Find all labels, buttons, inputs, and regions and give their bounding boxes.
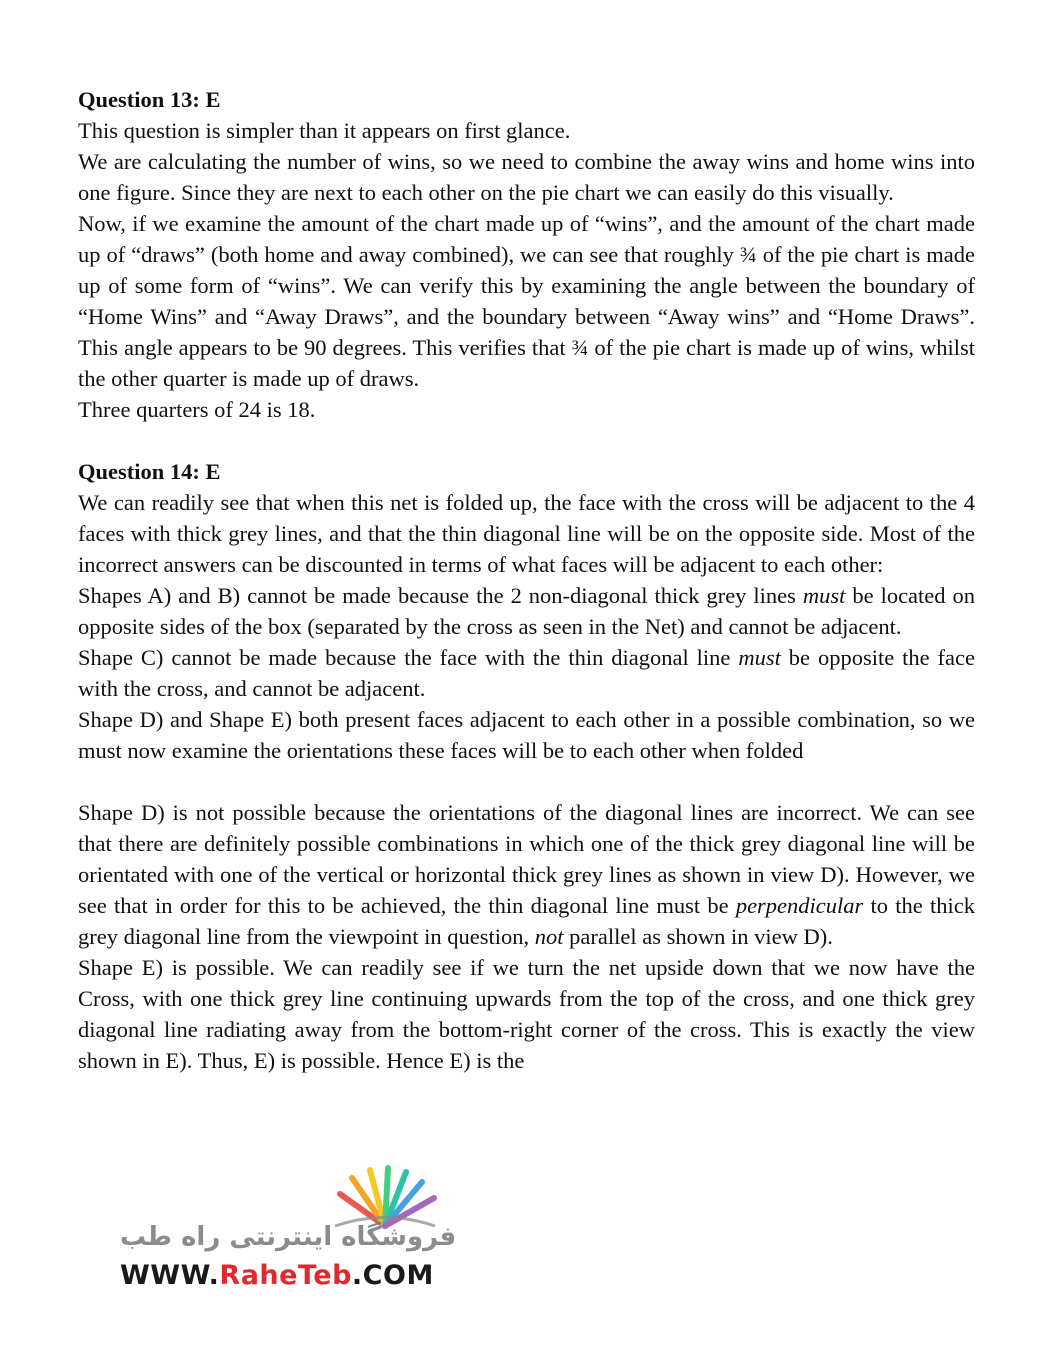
q13-paragraph: Now, if we examine the amount of the chart made up of “wins”, and the amount of the chart made up of “draws” (both home and away combined), we can see that roughly ¾ of the pie chart is made up of some form of “wins”. We can verify this by examining the angle between the boundary of “Home Wins” and “Away Draws”, and the boundary between “Away wins” and “Home Draws”. This angle appears to be 90 degrees. This verifies that ¾ of the pie chart is made up of wins, whilst the other quarter is made up of draws.	[78, 211, 975, 391]
emphasis-must: must	[802, 583, 846, 608]
document-page	[78, 84, 975, 1076]
q14-paragraph-1: We can readily see that when this net is folded up, the face with the cross will be adjacent to the 4 faces with thick grey lines, and that the thin diagonal line will be on the opposite side. Most of the incorrect answers can be discounted in terms of what faces will be adjacent to each other:	[78, 490, 975, 577]
watermark-logo	[110, 1160, 470, 1310]
watermark-persian-text: فروشگاه اینترنتی راه طب	[120, 1222, 457, 1252]
emphasis-perpendicular: perpendicular	[735, 893, 864, 918]
q14-paragraph-5: Shape D) is not possible because the orientations of the diagonal lines are incorrect. We can see that there are definitely possible combinations in which one of the thick grey diagonal line will be orientated with one of the vertical or horizontal thick grey lines as shown in view D). However, we see that in order for this to be achieved, the thin diagonal line must be perpendicular to the thick grey diagonal line from the viewpoint in question, not parallel as shown in view D).	[78, 800, 975, 949]
watermark-url: WWW.RaheTeb.COM	[120, 1260, 434, 1291]
q14-paragraph-6: Shape E) is possible. We can readily see if we turn the net upside down that we now have the Cross, with one thick grey line continuing upwards from the top of the cross, and one thick grey diagonal line radiating away from the bottom-right corner of the cross. This is exactly the view shown in E). Thus, E) is possible. Hence E) is the	[78, 955, 975, 1073]
q13-paragraph: This question is simpler than it appears on first glance.	[78, 118, 571, 143]
question-14-heading: Question 14: E	[78, 459, 221, 484]
emphasis-must: must	[738, 645, 781, 670]
q14-paragraph-2: Shapes A) and B) cannot be made because the 2 non-diagonal thick grey lines must be located on opposite sides of the box (separated by the cross as seen in the Net) and cannot be adjacent.	[78, 583, 975, 639]
q14-paragraph-4: Shape D) and Shape E) both present faces adjacent to each other in a possible combination, so we must now examine the orientations these faces will be to each other when folded	[78, 707, 975, 763]
question-13-heading: Question 13: E	[78, 87, 221, 112]
q14-paragraph-3: Shape C) cannot be made because the face with the thin diagonal line must be opposite the face with the cross, and cannot be adjacent.	[78, 645, 975, 701]
q13-paragraph: We are calculating the number of wins, so we need to combine the away wins and home wins into one figure. Since they are next to each other on the pie chart we can easily do this visually.	[78, 149, 975, 205]
q13-paragraph: Three quarters of 24 is 18.	[78, 397, 316, 422]
emphasis-not: not	[534, 924, 564, 949]
